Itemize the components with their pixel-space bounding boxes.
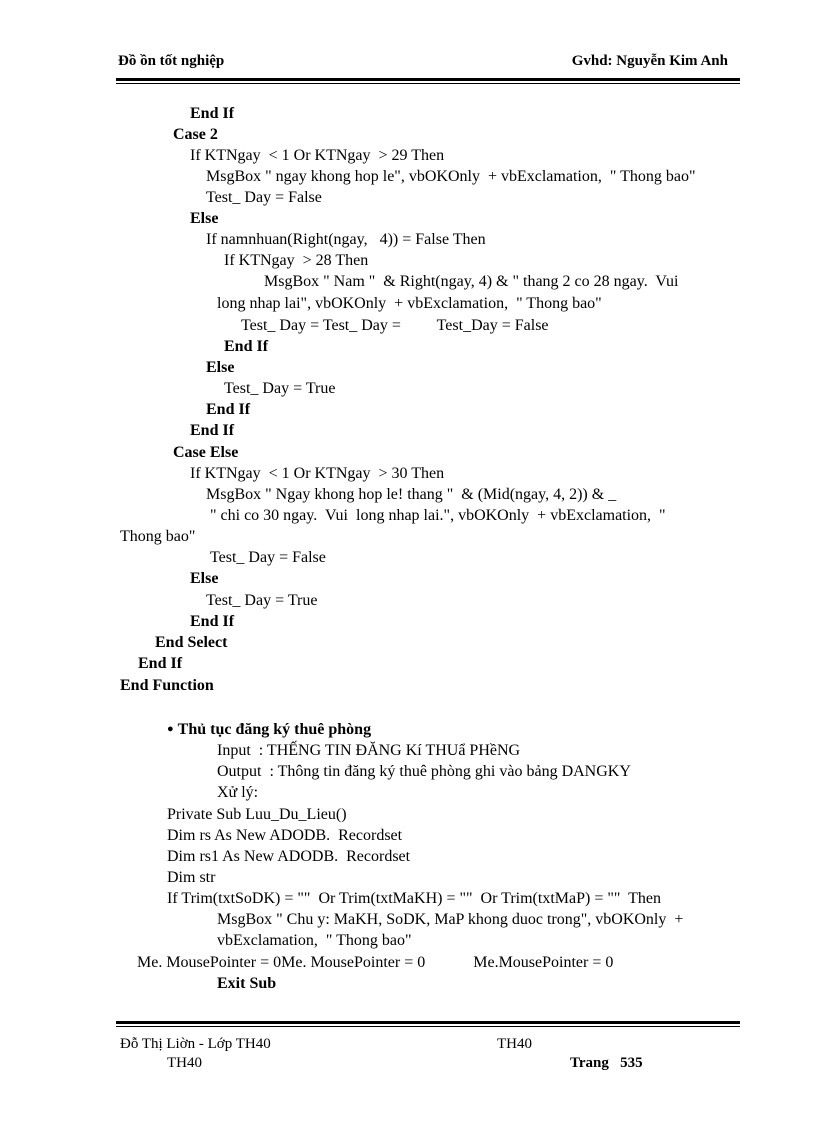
code-line: Test_ Day = Test_ Day = Test_Day = False [241, 317, 549, 334]
header-supervisor: Gvhd: Nguyễn Kim Anh [571, 53, 728, 69]
code-line: Else [206, 359, 235, 376]
code-line: Dim rs As New ADODB. Recordset [167, 827, 403, 844]
code-line: Test_ Day = True [224, 380, 336, 397]
footer-author: Đỗ Thị Liờn - Lớp TH40 [120, 1036, 271, 1052]
code-line: End Function [120, 677, 214, 694]
code-line: Private Sub Luu_Du_Lieu() [167, 806, 347, 823]
code-line: Test_ Day = False [206, 189, 322, 206]
footer-class: TH40 [167, 1055, 202, 1071]
footer-rule-thin [116, 1026, 740, 1027]
code-line: " chi co 30 ngay. Vui long nhap lai.", vbOKOnly + vbExclamation, " [210, 507, 666, 524]
footer-rule-thick [116, 1021, 740, 1024]
code-line: Test_ Day = False [210, 549, 326, 566]
code-line: If KTNgay < 1 Or KTNgay > 29 Then [190, 147, 445, 164]
code-line: vbExclamation, " Thong bao" [217, 932, 412, 949]
code-line: End If [190, 105, 235, 122]
code-line: Dim rs1 As New ADODB. Recordset [167, 848, 411, 865]
code-line: If namnhuan(Right(ngay, 4)) = False Then [206, 231, 486, 248]
code-line: Test_ Day = True [206, 592, 318, 609]
code-line: MsgBox " Nam " & Right(ngay, 4) & " thang 2 co 28 ngay. Vui [264, 273, 679, 290]
section-heading-text: Thủ tục đăng ký thuê phòng [177, 721, 372, 738]
code-line: Case 2 [173, 126, 218, 143]
code-line: long nhap lai", vbOKOnly + vbExclamation, " Thong bao" [217, 295, 602, 312]
code-line: Thong bao" [120, 528, 196, 545]
code-line: End Select [155, 634, 228, 651]
code-line: If Trim(txtSoDK) = "" Or Trim(txtMaKH) = "" Or Trim(txtMaP) = "" Then [167, 890, 661, 907]
code-line: MsgBox " ngay khong hop le", vbOKOnly + vbExclamation, " Thong bao" [206, 168, 696, 185]
code-line: End If [206, 401, 251, 418]
bullet-dot-icon: ● [167, 723, 174, 735]
process-line: Xử lý: [217, 784, 259, 801]
code-line: Exit Sub [217, 975, 277, 992]
code-line: Dim str [167, 869, 216, 886]
code-line: Else [190, 570, 219, 587]
code-line: Case Else [173, 444, 239, 461]
code-line: End If [138, 655, 183, 672]
code-line: MsgBox " Ngay khong hop le! thang " & (Mid(ngay, 4, 2)) & _ [206, 486, 617, 503]
code-line: Else [190, 210, 219, 227]
code-line: End If [190, 613, 235, 630]
code-line: MsgBox " Chu y: MaKH, SoDK, MaP khong duoc trong", vbOKOnly + [217, 911, 684, 928]
code-line: End If [190, 422, 235, 439]
header-rule-thick [116, 78, 740, 81]
code-line: If KTNgay < 1 Or KTNgay > 30 Then [190, 465, 445, 482]
footer-class-center: TH40 [497, 1036, 532, 1052]
page-number: Trang 535 [570, 1055, 643, 1071]
code-line: End If [224, 338, 269, 355]
code-line: Me. MousePointer = 0Me. MousePointer = 0 Me.MousePointer = 0 [137, 954, 614, 971]
section-heading [167, 719, 371, 740]
header-rule-thin [116, 83, 740, 84]
output-line: Output : Thông tin đăng ký thuê phòng ghi vào bảng DANGKY [217, 763, 631, 780]
input-line: Input : THẾNG TIN ĐĂNG Kí THUẩ PHềNG [217, 742, 521, 759]
code-line: If KTNgay > 28 Then [224, 252, 369, 269]
header-title: Đồ ồn tốt nghiệp [118, 53, 225, 69]
